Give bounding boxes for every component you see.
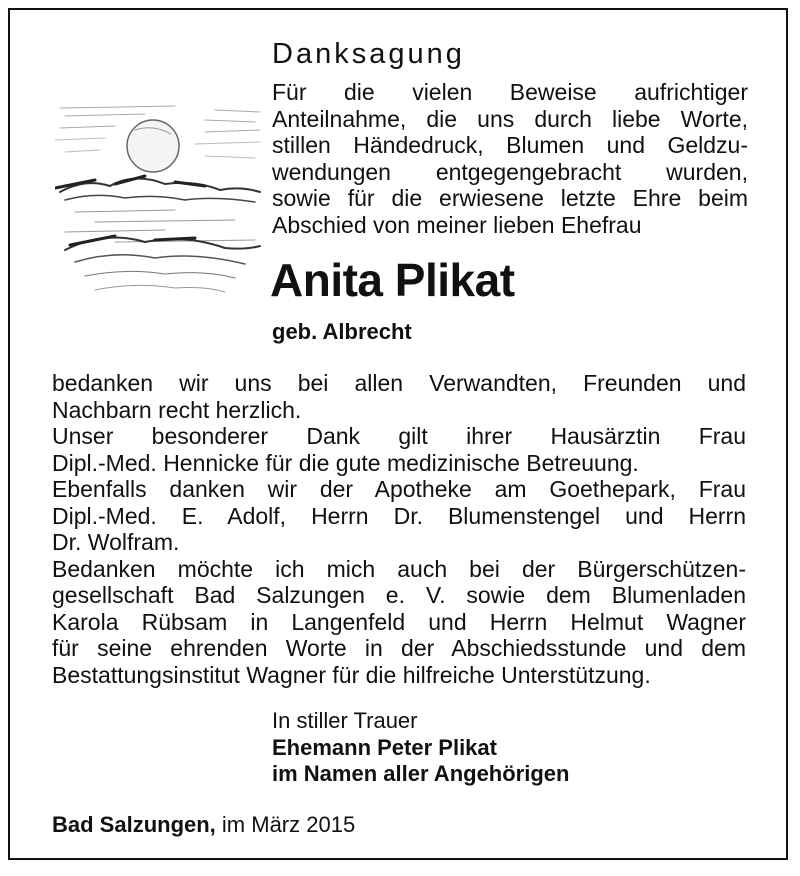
notice-heading: Danksagung: [272, 38, 465, 70]
body-line: Nachbarn recht herzlich.: [52, 396, 302, 423]
place-date-line: [52, 812, 355, 838]
intro-line: Abschied von meiner lieben Ehefrau: [272, 211, 642, 238]
intro-line: Für die vielen Beweise aufrichtiger: [272, 79, 748, 105]
body-line: Karola Rübsam in Langenfeld und Herrn Helmut Wagner: [52, 608, 746, 635]
body-line: für seine ehrenden Worte in der Abschiedsstunde und dem: [52, 635, 746, 661]
body-line: Dr. Wolfram.: [52, 529, 180, 555]
body-line: bedanken wir uns bei allen Verwandten, Freunden und: [52, 370, 746, 396]
intro-line: sowie für die erwiesene letzte Ehre beim: [272, 185, 748, 211]
birth-name: geb. Albrecht: [272, 319, 412, 344]
deceased-name: Anita Plikat: [270, 254, 515, 306]
family-line: im Namen aller Angehörigen: [272, 761, 570, 786]
body-line: Ebenfalls danken wir der Apotheke am Goethepark, Frau: [52, 476, 746, 502]
body-line: Bedanken möchte ich mich auch bei der Bürgerschützen-: [52, 555, 746, 582]
body-line: Unser besonderer Dank gilt ihrer Hausärztin Frau: [52, 423, 746, 449]
body-line: gesellschaft Bad Salzungen e. V. sowie dem Blumenladen: [52, 582, 746, 608]
intro-line: Anteilnahme, die uns durch liebe Worte,: [272, 105, 748, 132]
body-paragraph: [52, 370, 746, 688]
intro-paragraph: [272, 79, 748, 238]
place-name: Bad Salzungen,: [52, 812, 216, 837]
husband-name: Ehemann Peter Plikat: [272, 734, 497, 760]
body-line: Dipl.-Med. Hennicke für die gute medizinische Betreuung.: [52, 449, 639, 476]
body-line: Dipl.-Med. E. Adolf, Herrn Dr. Blumenstengel und Herrn: [52, 502, 746, 529]
mourning-line: In stiller Trauer: [272, 708, 418, 733]
sun-over-landscape-sketch-icon: [55, 100, 265, 305]
intro-line: wendungen entgegengebracht wurden,: [272, 158, 748, 185]
intro-line: stillen Händedruck, Blumen und Geldzu-: [272, 132, 748, 158]
signature-block: [272, 708, 569, 788]
date: im März 2015: [221, 812, 356, 837]
body-line: Bestattungsinstitut Wagner für die hilfreiche Unterstützung.: [52, 661, 651, 688]
